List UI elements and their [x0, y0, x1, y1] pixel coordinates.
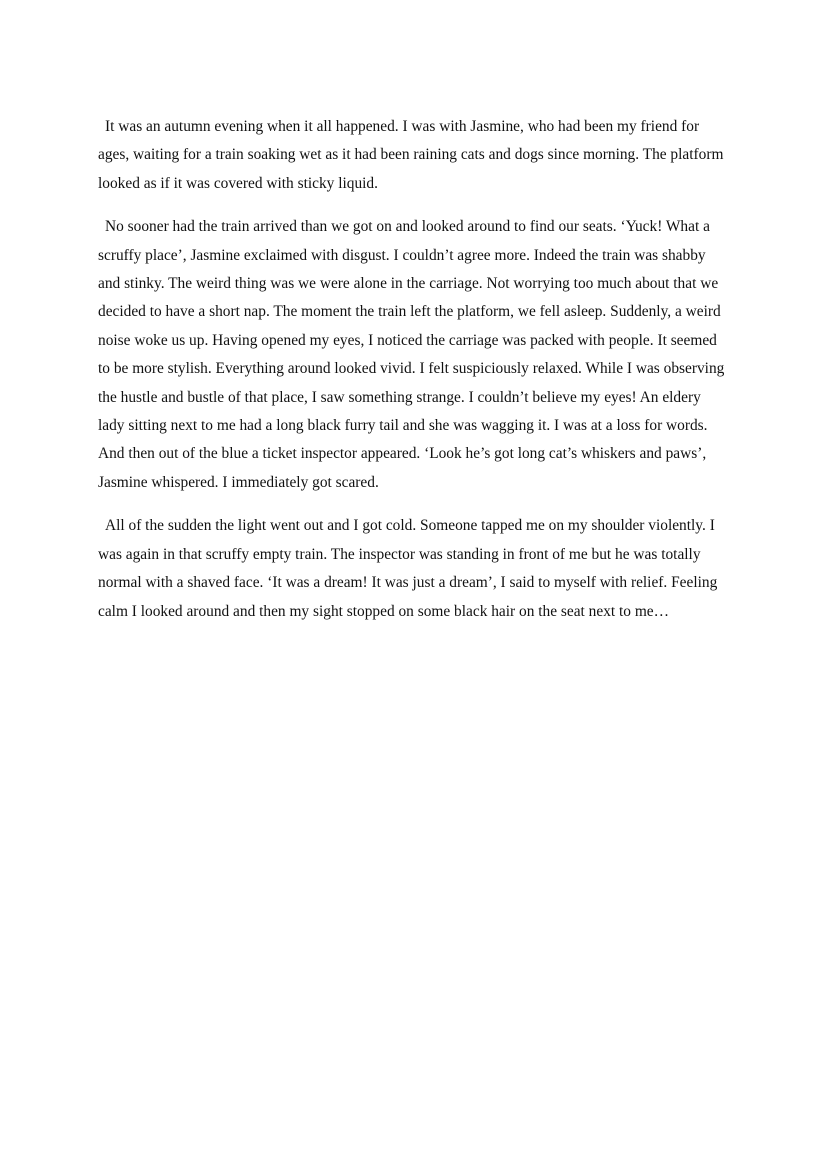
paragraph-2: No sooner had the train arrived than we got on and looked around to find our seats. ‘Yuck! What a scruffy place’, Jasmine exclaimed with disgust. I couldn’t agree more. Indeed the train was shabby and stinky. The weird thing was we were alone in the carriage. Not worrying too much about that we decided to have a short nap. The moment the train left the platform, we fell asleep. Suddenly, a weird noise woke us up. Having opened my eyes, I noticed the carriage was packed with people. It seemed to be more stylish. Everything around looked vivid. I felt suspiciously relaxed. While I was observing the hustle and bustle of that place, I saw something strange. I couldn’t believe my eyes! An eldery lady sitting next to me had a long black furry tail and she was wagging it. I was at a loss for words. And then out of the blue a ticket inspector appeared. ‘Look he’s got long cat’s whiskers and paws’, Jasmine whispered. I immediately got scared. — [98, 218, 725, 491]
paragraph-1: It was an autumn evening when it all happened. I was with Jasmine, who had been my friend for ages, waiting for a train soaking wet as it had been raining cats and dogs since morning. The platform looked as if it was covered with sticky liquid. — [98, 118, 724, 192]
paragraph-3: All of the sudden the light went out and I got cold. Someone tapped me on my shoulder violently. I was again in that scruffy empty train. The inspector was standing in front of me but he was totally normal with a shaved face. ‘It was a dream! It was just a dream’, I said to myself with relief. Feeling calm I looked around and then my sight stopped on some black hair on the seat next to me… — [98, 517, 718, 620]
document-body — [98, 113, 730, 641]
